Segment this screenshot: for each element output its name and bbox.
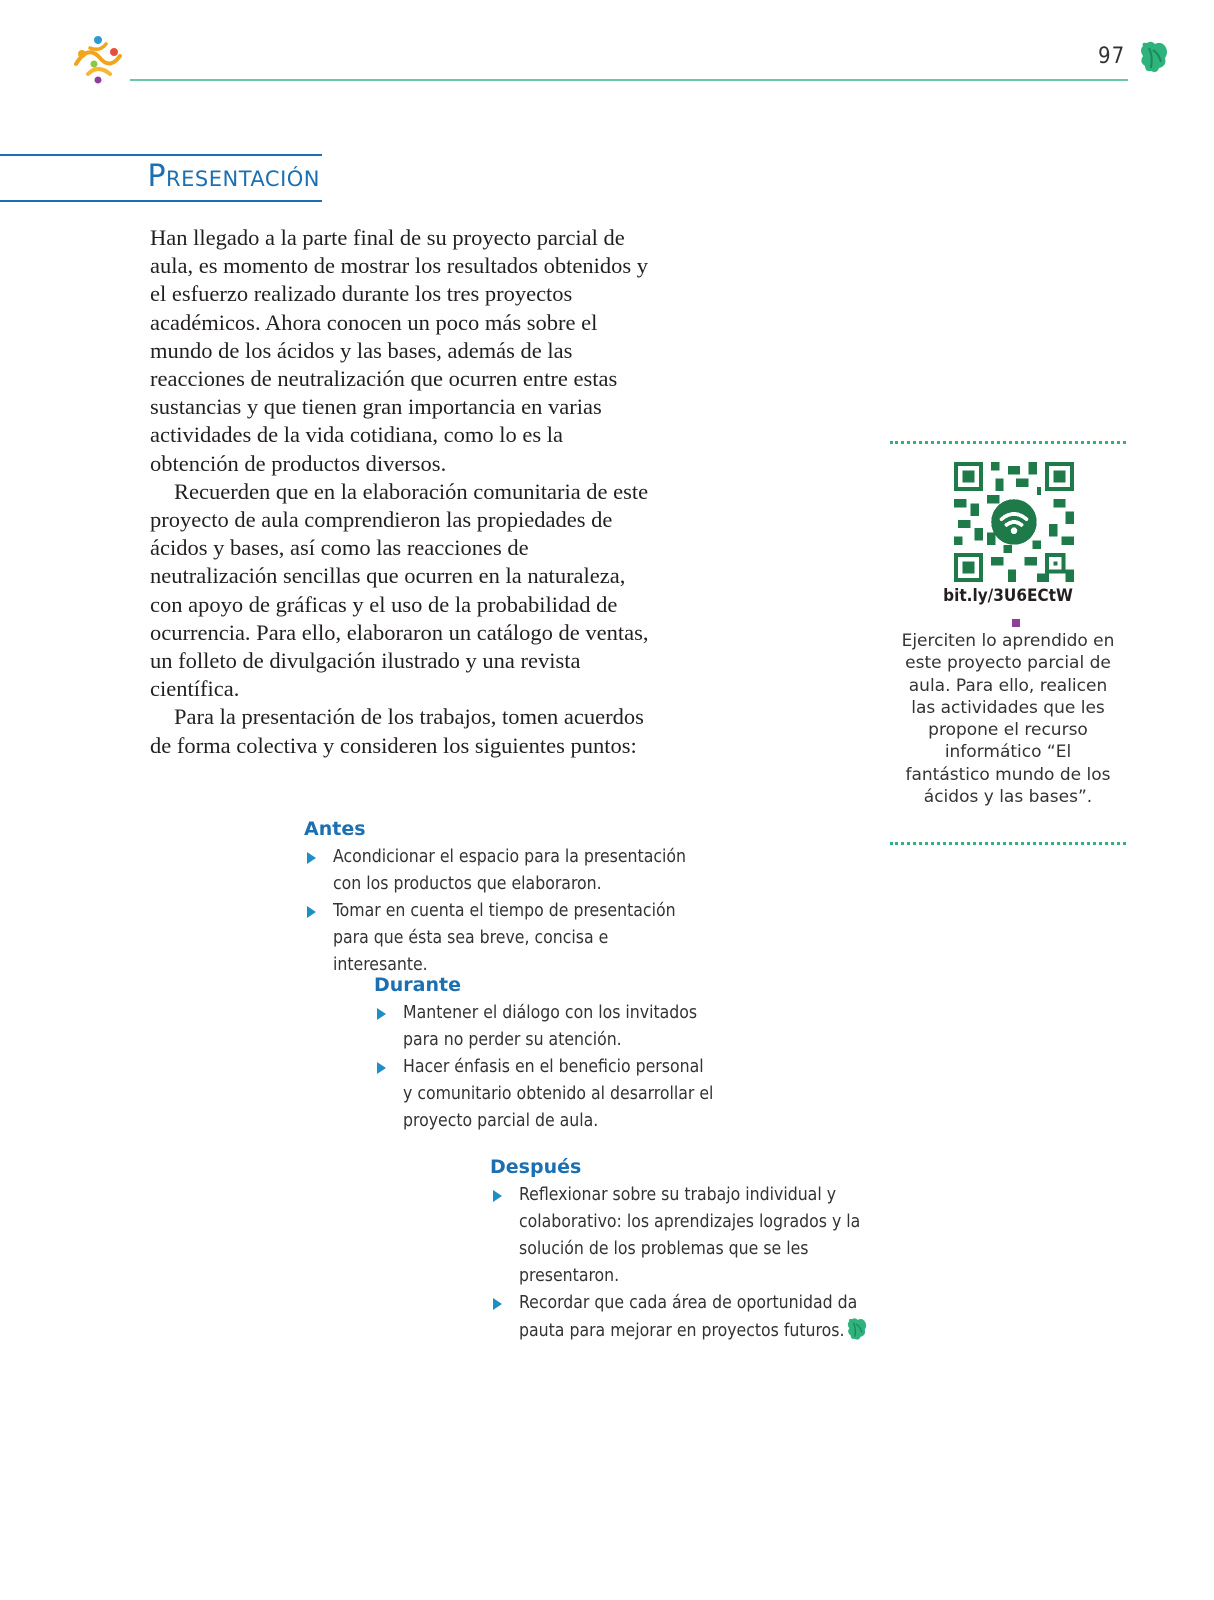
heading-rule-top	[0, 154, 322, 156]
header-rule	[130, 79, 1128, 81]
aside-dotted-rule-bottom	[890, 842, 1126, 845]
list-item: Hacer énfasis en el beneficio personal y comunitario obtenido al desarrollar el proyecto parcial de aula.	[374, 1054, 714, 1135]
list-title-despues: Después	[490, 1156, 582, 1178]
qr-code-icon[interactable]	[954, 462, 1074, 582]
paragraph-instructions: Para la presentación de los trabajos, tomen acuerdos de forma colectiva y consideren los siguientes puntos:	[150, 704, 644, 758]
list-item: Mantener el diálogo con los invitados para no perder su atención.	[374, 1000, 714, 1054]
community-circle-logo-icon	[70, 34, 126, 86]
triangle-bullet-icon	[493, 1298, 502, 1310]
list-item: Reflexionar sobre su trabajo individual y colaborativo: los aprendizajes logrados y la solución de los problemas que se les presentaron.	[490, 1182, 880, 1290]
resource-link[interactable]: bit.ly/3U6ECtW	[943, 586, 1073, 606]
body-text	[150, 224, 650, 760]
list-antes	[304, 818, 704, 979]
green-leaf-end-icon	[846, 1317, 868, 1341]
heading-rule-bottom	[0, 200, 322, 202]
triangle-bullet-icon	[377, 1062, 386, 1074]
section-title: Presentación	[147, 159, 320, 194]
paragraph-recall: Recuerden que en la elaboración comunitaria de este proyecto de aula comprendieron las propiedades de ácidos y bases, así como las reacciones de neutralización sencillas que ocurren en la naturaleza, con apoyo de gráficas y el uso de la probabilidad de ocurrencia. Para ello, elaboraron un catálogo de ventas, un folleto de divulgación ilustrado y una revista científica.	[150, 478, 649, 702]
paragraph-intro: Han llegado a la parte final de su proyecto parcial de aula, es momento de mostrar los resultados obtenidos y el esfuerzo realizado durante los tres proyectos académicos. Ahora conocen un poco más sobre el mundo de los ácidos y las bases, además de las reacciones de neutralización que ocurren entre estas sustancias y que tienen gran importancia en varias actividades de la vida cotidiana, como lo es la obtención de productos diversos.	[150, 225, 649, 476]
list-despues	[490, 1156, 880, 1345]
aside-dotted-rule-top	[890, 441, 1126, 444]
triangle-bullet-icon	[493, 1190, 502, 1202]
purple-square-marker	[1012, 619, 1020, 627]
triangle-bullet-icon	[307, 906, 316, 918]
list-durante	[374, 974, 714, 1135]
list-title-antes: Antes	[304, 818, 366, 840]
list-item: Recordar que cada área de oportunidad da pauta para mejorar en proyectos futuros.	[490, 1290, 880, 1345]
resource-description: Ejerciten lo aprendido en este proyecto parcial de aula. Para ello, realicen las actividades que les propone el recurso informático “El fantástico mundo de los ácidos y las bases”.	[901, 631, 1115, 808]
list-item: Acondicionar el espacio para la presentación con los productos que elaboraron.	[304, 844, 704, 898]
green-leaf-icon	[1139, 40, 1169, 74]
page-number: 97	[1098, 44, 1126, 69]
section-heading	[0, 154, 322, 202]
triangle-bullet-icon	[307, 852, 316, 864]
triangle-bullet-icon	[377, 1008, 386, 1020]
list-item: Tomar en cuenta el tiempo de presentación para que ésta sea breve, concisa e interesante.	[304, 898, 704, 979]
list-title-durante: Durante	[374, 974, 461, 996]
